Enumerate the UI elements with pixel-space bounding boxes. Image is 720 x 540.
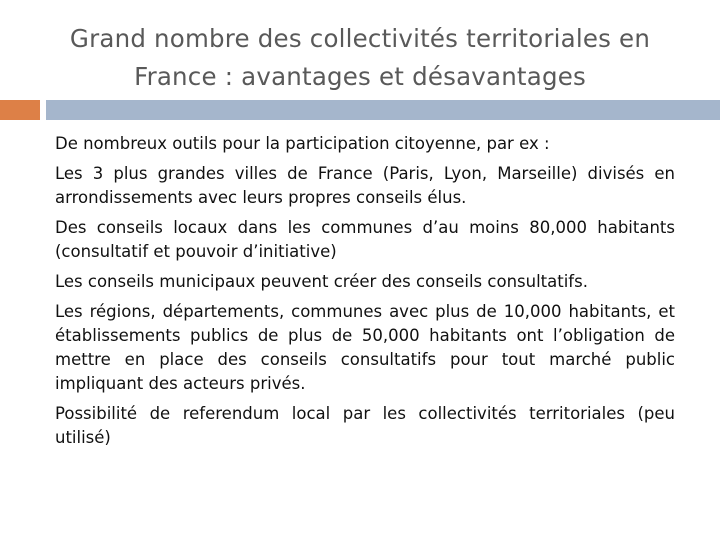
paragraph-municipal-councils: Les conseils municipaux peuvent créer des conseils consultatifs. [55,272,588,291]
slide-title [20,20,700,96]
paragraph-local-councils: Des conseils locaux dans les communes d’au moins 80,000 habitants (consultatif et pouvoir d’initiative) [55,218,675,261]
paragraph-local-referendum: Possibilité de referendum local par les collectivités territoriales (peu utilisé) [55,404,675,447]
title-rule-bar [46,100,720,120]
slide-title-line-1: Grand nombre des collectivités territoriales en [69,24,651,53]
paragraph-big-cities: Les 3 plus grandes villes de France (Paris, Lyon, Marseille) divisés en arrondissements avec leurs propres conseils élus. [55,164,675,207]
title-rule-accent [0,100,40,120]
paragraph-intro: De nombreux outils pour la participation citoyenne, par ex : [55,134,550,153]
paragraph-consultative-obligation: Les régions, départements, communes avec plus de 10,000 habitants, et établissements publics de plus de 50,000 habitants ont l’obligation de mettre en place des conseils consultatifs pour tout marché public impliquant des acteurs privés. [55,302,675,393]
slide-body [55,132,675,456]
slide-title-line-2: France : avantages et désavantages [134,62,586,91]
